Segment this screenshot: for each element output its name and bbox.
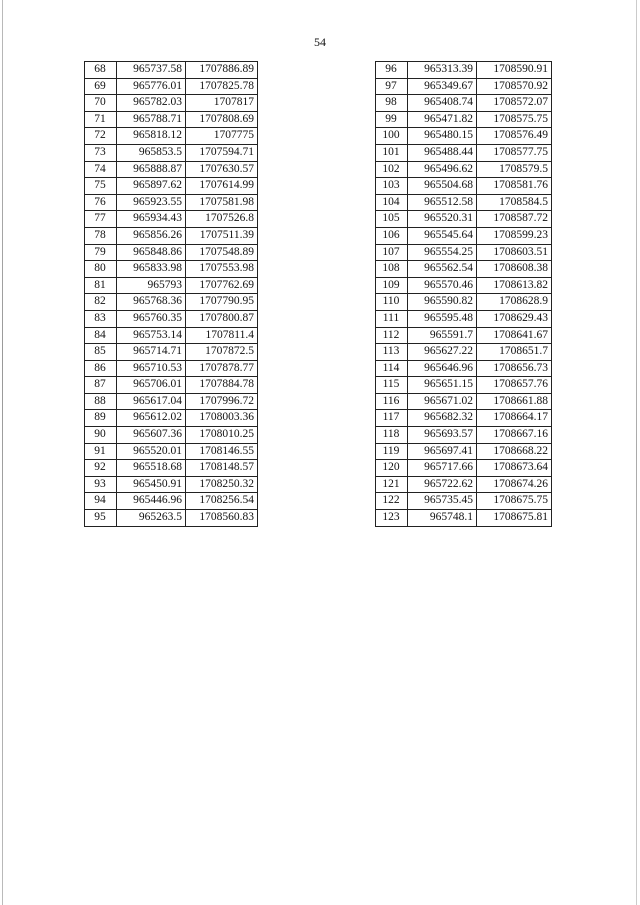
point-number-cell: 81 xyxy=(85,277,117,294)
x-coordinate-cell: 965520.31 xyxy=(408,211,477,228)
y-coordinate-cell: 1708674.26 xyxy=(477,476,552,493)
point-number-cell: 103 xyxy=(376,178,408,195)
y-coordinate-cell: 1708581.76 xyxy=(477,178,552,195)
y-coordinate-cell: 1708250.32 xyxy=(186,476,258,493)
x-coordinate-cell: 965504.68 xyxy=(408,178,477,195)
table-row xyxy=(376,178,552,195)
y-coordinate-cell: 1708576.49 xyxy=(477,128,552,145)
table-row xyxy=(85,294,258,311)
point-number-cell: 99 xyxy=(376,111,408,128)
y-coordinate-cell: 1708641.67 xyxy=(477,327,552,344)
x-coordinate-cell: 965788.71 xyxy=(117,111,186,128)
x-coordinate-cell: 965651.15 xyxy=(408,377,477,394)
y-coordinate-cell: 1708560.83 xyxy=(186,510,258,527)
point-number-cell: 107 xyxy=(376,244,408,261)
x-coordinate-cell: 965793 xyxy=(117,277,186,294)
coordinate-table-left xyxy=(84,61,258,527)
page-number: 54 xyxy=(314,35,326,49)
y-coordinate-cell: 1708599.23 xyxy=(477,227,552,244)
x-coordinate-cell: 965706.01 xyxy=(117,377,186,394)
y-coordinate-cell: 1708613.82 xyxy=(477,277,552,294)
x-coordinate-cell: 965627.22 xyxy=(408,344,477,361)
y-coordinate-cell: 1708628.9 xyxy=(477,294,552,311)
point-number-cell: 102 xyxy=(376,161,408,178)
x-coordinate-cell: 965488.44 xyxy=(408,144,477,161)
y-coordinate-cell: 1707808.69 xyxy=(186,111,258,128)
point-number-cell: 110 xyxy=(376,294,408,311)
table-row xyxy=(85,161,258,178)
y-coordinate-cell: 1707886.89 xyxy=(186,62,258,79)
table-row xyxy=(85,111,258,128)
x-coordinate-cell: 965671.02 xyxy=(408,393,477,410)
point-number-cell: 123 xyxy=(376,510,408,527)
point-number-cell: 112 xyxy=(376,327,408,344)
y-coordinate-cell: 1707872.5 xyxy=(186,344,258,361)
x-coordinate-cell: 965782.03 xyxy=(117,95,186,112)
point-number-cell: 113 xyxy=(376,344,408,361)
point-number-cell: 83 xyxy=(85,310,117,327)
point-number-cell: 92 xyxy=(85,460,117,477)
point-number-cell: 98 xyxy=(376,95,408,112)
table-row xyxy=(85,194,258,211)
x-coordinate-cell: 965480.15 xyxy=(408,128,477,145)
table-row xyxy=(85,78,258,95)
point-number-cell: 69 xyxy=(85,78,117,95)
x-coordinate-cell: 965717.66 xyxy=(408,460,477,477)
x-coordinate-cell: 965263.5 xyxy=(117,510,186,527)
table-row xyxy=(376,510,552,527)
y-coordinate-cell: 1708256.54 xyxy=(186,493,258,510)
y-coordinate-cell: 1708577.75 xyxy=(477,144,552,161)
point-number-cell: 121 xyxy=(376,476,408,493)
point-number-cell: 80 xyxy=(85,261,117,278)
table-row xyxy=(85,443,258,460)
y-coordinate-cell: 1707511.39 xyxy=(186,227,258,244)
y-coordinate-cell: 1707811.4 xyxy=(186,327,258,344)
table-row xyxy=(376,360,552,377)
y-coordinate-cell: 1708661.88 xyxy=(477,393,552,410)
point-number-cell: 105 xyxy=(376,211,408,228)
point-number-cell: 96 xyxy=(376,62,408,79)
point-number-cell: 68 xyxy=(85,62,117,79)
coordinate-table-right xyxy=(375,61,552,527)
point-number-cell: 101 xyxy=(376,144,408,161)
point-number-cell: 91 xyxy=(85,443,117,460)
point-number-cell: 90 xyxy=(85,427,117,444)
table-row xyxy=(85,227,258,244)
x-coordinate-cell: 965607.36 xyxy=(117,427,186,444)
y-coordinate-cell: 1708010.25 xyxy=(186,427,258,444)
point-number-cell: 111 xyxy=(376,310,408,327)
x-coordinate-cell: 965590.82 xyxy=(408,294,477,311)
y-coordinate-cell: 1707775 xyxy=(186,128,258,145)
table-row xyxy=(85,493,258,510)
point-number-cell: 74 xyxy=(85,161,117,178)
point-number-cell: 115 xyxy=(376,377,408,394)
y-coordinate-cell: 1707553.98 xyxy=(186,261,258,278)
point-number-cell: 119 xyxy=(376,443,408,460)
y-coordinate-cell: 1708570.92 xyxy=(477,78,552,95)
y-coordinate-cell: 1708603.51 xyxy=(477,244,552,261)
table-row xyxy=(85,393,258,410)
point-number-cell: 122 xyxy=(376,493,408,510)
x-coordinate-cell: 965646.96 xyxy=(408,360,477,377)
table-row xyxy=(85,460,258,477)
x-coordinate-cell: 965520.01 xyxy=(117,443,186,460)
table-row xyxy=(376,476,552,493)
table-row xyxy=(376,144,552,161)
point-number-cell: 109 xyxy=(376,277,408,294)
table-row xyxy=(85,277,258,294)
x-coordinate-cell: 965612.02 xyxy=(117,410,186,427)
y-coordinate-cell: 1708651.7 xyxy=(477,344,552,361)
x-coordinate-cell: 965595.48 xyxy=(408,310,477,327)
y-coordinate-cell: 1707996.72 xyxy=(186,393,258,410)
y-coordinate-cell: 1708629.43 xyxy=(477,310,552,327)
point-number-cell: 95 xyxy=(85,510,117,527)
point-number-cell: 86 xyxy=(85,360,117,377)
point-number-cell: 104 xyxy=(376,194,408,211)
x-coordinate-cell: 965753.14 xyxy=(117,327,186,344)
scan-edge-right xyxy=(636,0,637,905)
y-coordinate-cell: 1707630.57 xyxy=(186,161,258,178)
x-coordinate-cell: 965833.98 xyxy=(117,261,186,278)
x-coordinate-cell: 965710.53 xyxy=(117,360,186,377)
table-row xyxy=(376,493,552,510)
table-row xyxy=(376,443,552,460)
table-row xyxy=(85,377,258,394)
x-coordinate-cell: 965856.26 xyxy=(117,227,186,244)
y-coordinate-cell: 1707884.78 xyxy=(186,377,258,394)
y-coordinate-cell: 1708579.5 xyxy=(477,161,552,178)
point-number-cell: 70 xyxy=(85,95,117,112)
table-row xyxy=(376,211,552,228)
x-coordinate-cell: 965768.36 xyxy=(117,294,186,311)
point-number-cell: 114 xyxy=(376,360,408,377)
x-coordinate-cell: 965853.5 xyxy=(117,144,186,161)
y-coordinate-cell: 1708668.22 xyxy=(477,443,552,460)
x-coordinate-cell: 965496.62 xyxy=(408,161,477,178)
y-coordinate-cell: 1707548.89 xyxy=(186,244,258,261)
x-coordinate-cell: 965897.62 xyxy=(117,178,186,195)
y-coordinate-cell: 1707878.77 xyxy=(186,360,258,377)
y-coordinate-cell: 1708656.73 xyxy=(477,360,552,377)
y-coordinate-cell: 1708146.55 xyxy=(186,443,258,460)
x-coordinate-cell: 965697.41 xyxy=(408,443,477,460)
table-row xyxy=(85,95,258,112)
table-row xyxy=(376,128,552,145)
x-coordinate-cell: 965471.82 xyxy=(408,111,477,128)
point-number-cell: 89 xyxy=(85,410,117,427)
x-coordinate-cell: 965737.58 xyxy=(117,62,186,79)
x-coordinate-cell: 965848.86 xyxy=(117,244,186,261)
x-coordinate-cell: 965554.25 xyxy=(408,244,477,261)
y-coordinate-cell: 1708667.16 xyxy=(477,427,552,444)
point-number-cell: 71 xyxy=(85,111,117,128)
table-row xyxy=(85,410,258,427)
x-coordinate-cell: 965934.43 xyxy=(117,211,186,228)
table-row xyxy=(376,344,552,361)
table-row xyxy=(85,211,258,228)
table-row xyxy=(376,244,552,261)
table-row xyxy=(376,410,552,427)
y-coordinate-cell: 1708587.72 xyxy=(477,211,552,228)
x-coordinate-cell: 965518.68 xyxy=(117,460,186,477)
y-coordinate-cell: 1708675.75 xyxy=(477,493,552,510)
table-row xyxy=(376,261,552,278)
x-coordinate-cell: 965888.87 xyxy=(117,161,186,178)
point-number-cell: 117 xyxy=(376,410,408,427)
x-coordinate-cell: 965693.57 xyxy=(408,427,477,444)
y-coordinate-cell: 1707581.98 xyxy=(186,194,258,211)
x-coordinate-cell: 965923.55 xyxy=(117,194,186,211)
table-row xyxy=(376,161,552,178)
point-number-cell: 79 xyxy=(85,244,117,261)
point-number-cell: 73 xyxy=(85,144,117,161)
y-coordinate-cell: 1707790.95 xyxy=(186,294,258,311)
table-row xyxy=(376,194,552,211)
table-row xyxy=(85,128,258,145)
table-row xyxy=(376,377,552,394)
table-row xyxy=(85,62,258,79)
y-coordinate-cell: 1708657.76 xyxy=(477,377,552,394)
y-coordinate-cell: 1707800.87 xyxy=(186,310,258,327)
y-coordinate-cell: 1708575.75 xyxy=(477,111,552,128)
table-row xyxy=(85,261,258,278)
y-coordinate-cell: 1707614.99 xyxy=(186,178,258,195)
table-row xyxy=(376,111,552,128)
x-coordinate-cell: 965408.74 xyxy=(408,95,477,112)
table-row xyxy=(376,327,552,344)
point-number-cell: 77 xyxy=(85,211,117,228)
y-coordinate-cell: 1708572.07 xyxy=(477,95,552,112)
point-number-cell: 72 xyxy=(85,128,117,145)
y-coordinate-cell: 1707817 xyxy=(186,95,258,112)
x-coordinate-cell: 965450.91 xyxy=(117,476,186,493)
y-coordinate-cell: 1708590.91 xyxy=(477,62,552,79)
x-coordinate-cell: 965818.12 xyxy=(117,128,186,145)
table-row xyxy=(85,476,258,493)
point-number-cell: 118 xyxy=(376,427,408,444)
table-row xyxy=(376,427,552,444)
y-coordinate-cell: 1707594.71 xyxy=(186,144,258,161)
y-coordinate-cell: 1708584.5 xyxy=(477,194,552,211)
x-coordinate-cell: 965446.96 xyxy=(117,493,186,510)
y-coordinate-cell: 1708148.57 xyxy=(186,460,258,477)
scan-edge-left xyxy=(2,0,3,905)
table-row xyxy=(376,78,552,95)
point-number-cell: 84 xyxy=(85,327,117,344)
table-row xyxy=(376,227,552,244)
y-coordinate-cell: 1708664.17 xyxy=(477,410,552,427)
point-number-cell: 93 xyxy=(85,476,117,493)
x-coordinate-cell: 965722.62 xyxy=(408,476,477,493)
x-coordinate-cell: 965682.32 xyxy=(408,410,477,427)
table-row xyxy=(376,310,552,327)
point-number-cell: 88 xyxy=(85,393,117,410)
x-coordinate-cell: 965776.01 xyxy=(117,78,186,95)
table-row xyxy=(85,178,258,195)
table-row xyxy=(376,294,552,311)
y-coordinate-cell: 1707825.78 xyxy=(186,78,258,95)
table-row xyxy=(85,244,258,261)
point-number-cell: 108 xyxy=(376,261,408,278)
table-row xyxy=(376,460,552,477)
point-number-cell: 76 xyxy=(85,194,117,211)
table-row xyxy=(376,393,552,410)
point-number-cell: 116 xyxy=(376,393,408,410)
table-row xyxy=(85,144,258,161)
table-row xyxy=(376,62,552,79)
y-coordinate-cell: 1707526.8 xyxy=(186,211,258,228)
point-number-cell: 82 xyxy=(85,294,117,311)
x-coordinate-cell: 965735.45 xyxy=(408,493,477,510)
point-number-cell: 120 xyxy=(376,460,408,477)
y-coordinate-cell: 1707762.69 xyxy=(186,277,258,294)
point-number-cell: 100 xyxy=(376,128,408,145)
x-coordinate-cell: 965617.04 xyxy=(117,393,186,410)
y-coordinate-cell: 1708675.81 xyxy=(477,510,552,527)
y-coordinate-cell: 1708673.64 xyxy=(477,460,552,477)
point-number-cell: 94 xyxy=(85,493,117,510)
table-row xyxy=(85,344,258,361)
x-coordinate-cell: 965760.35 xyxy=(117,310,186,327)
x-coordinate-cell: 965591.7 xyxy=(408,327,477,344)
point-number-cell: 97 xyxy=(376,78,408,95)
x-coordinate-cell: 965313.39 xyxy=(408,62,477,79)
x-coordinate-cell: 965714.71 xyxy=(117,344,186,361)
point-number-cell: 106 xyxy=(376,227,408,244)
table-row xyxy=(85,327,258,344)
coordinate-table-body xyxy=(376,62,552,527)
table-row xyxy=(85,360,258,377)
x-coordinate-cell: 965512.58 xyxy=(408,194,477,211)
coordinate-table-body xyxy=(85,62,258,527)
x-coordinate-cell: 965570.46 xyxy=(408,277,477,294)
x-coordinate-cell: 965748.1 xyxy=(408,510,477,527)
y-coordinate-cell: 1708608.38 xyxy=(477,261,552,278)
point-number-cell: 87 xyxy=(85,377,117,394)
table-row xyxy=(85,427,258,444)
table-row xyxy=(376,277,552,294)
point-number-cell: 75 xyxy=(85,178,117,195)
x-coordinate-cell: 965562.54 xyxy=(408,261,477,278)
table-row xyxy=(376,95,552,112)
x-coordinate-cell: 965545.64 xyxy=(408,227,477,244)
table-row xyxy=(85,310,258,327)
x-coordinate-cell: 965349.67 xyxy=(408,78,477,95)
point-number-cell: 78 xyxy=(85,227,117,244)
table-row xyxy=(85,510,258,527)
y-coordinate-cell: 1708003.36 xyxy=(186,410,258,427)
point-number-cell: 85 xyxy=(85,344,117,361)
